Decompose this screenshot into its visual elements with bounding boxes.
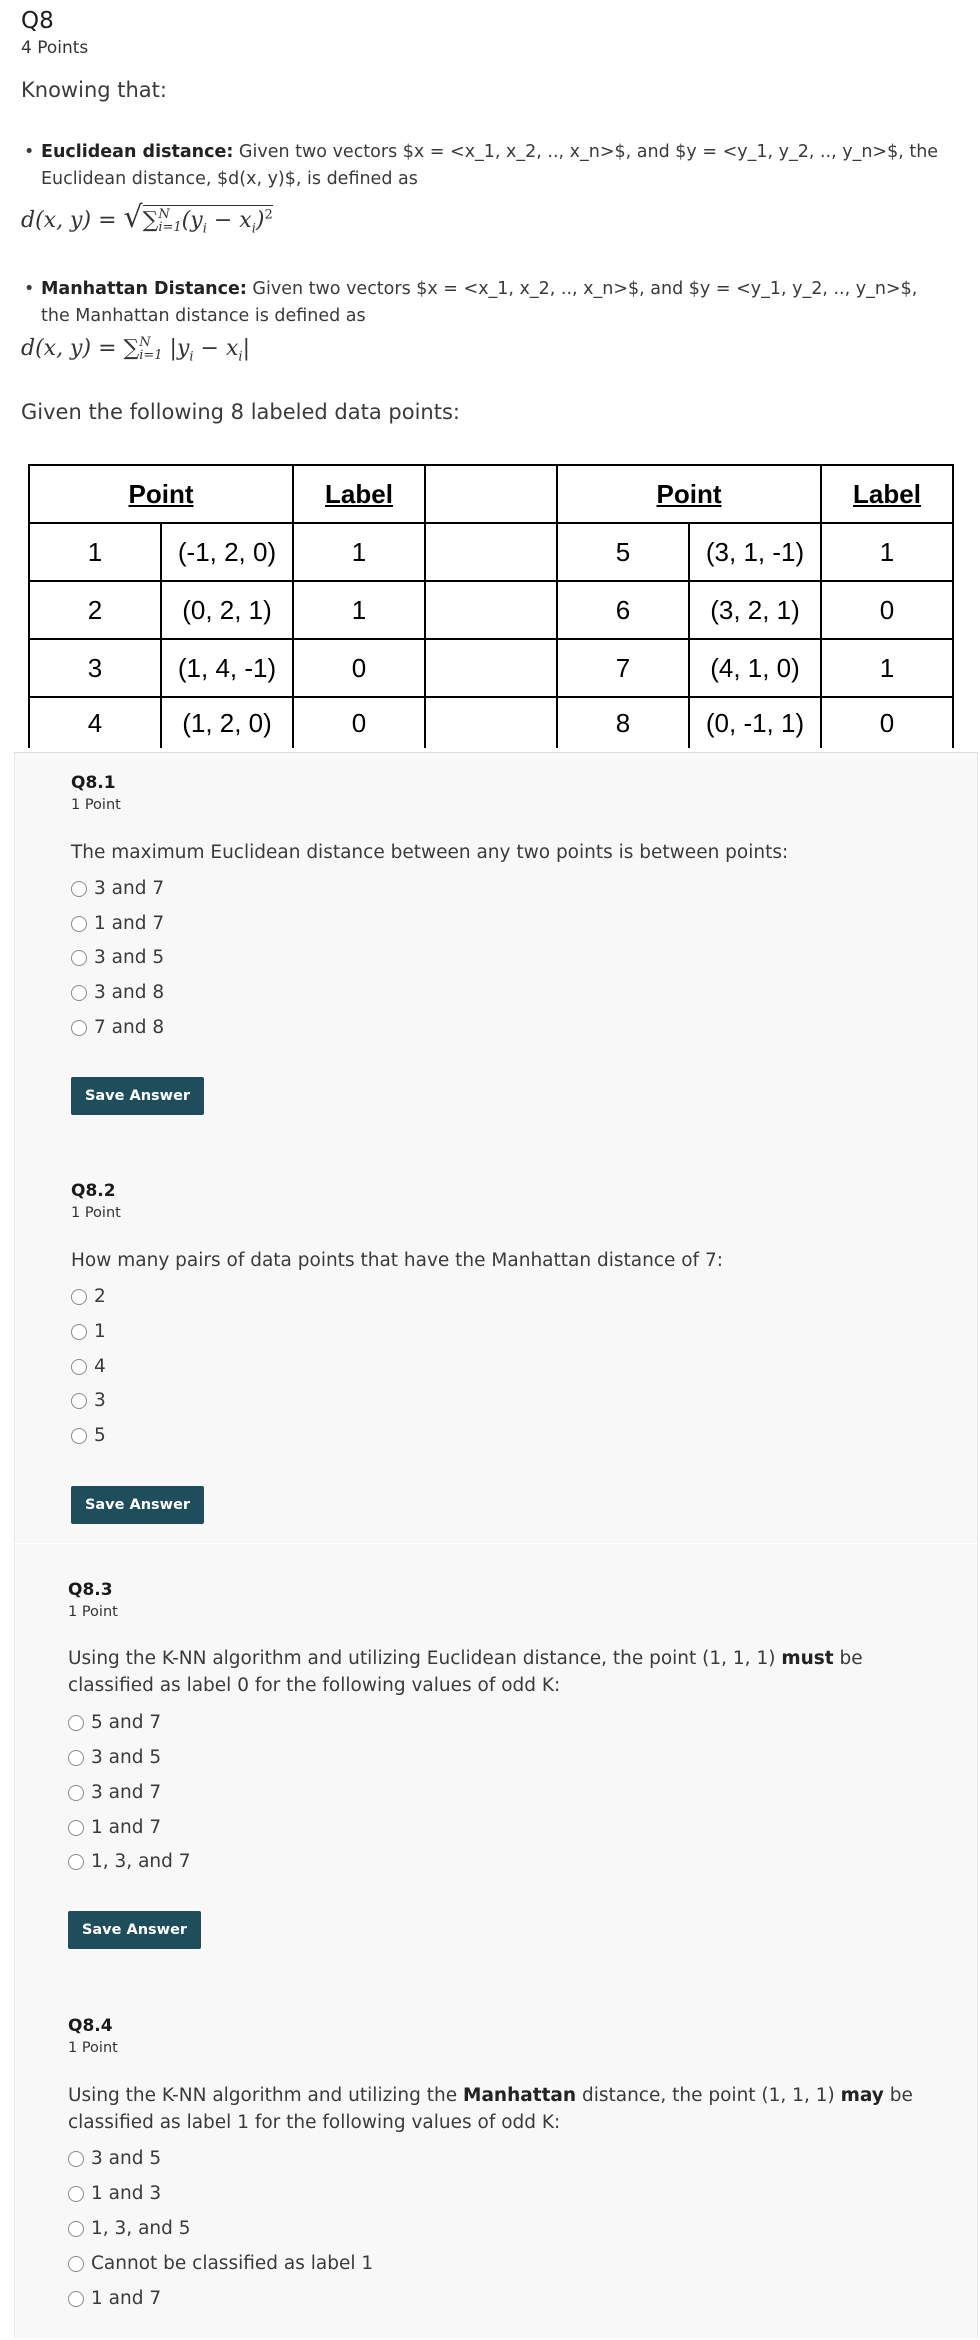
formula-term: (y [181, 208, 203, 233]
data-points-table [28, 464, 954, 748]
radio-button[interactable] [71, 1359, 87, 1375]
table-cell: (0, 2, 1) [161, 581, 293, 639]
formula-lhs: d(x, y) = [21, 336, 117, 361]
radio-button[interactable] [71, 1393, 87, 1409]
sum-lower: i=1 [158, 220, 182, 235]
option-q8-3-b[interactable] [68, 1744, 161, 1772]
radio-button[interactable] [68, 2256, 84, 2272]
option-label: 1, 3, and 5 [91, 2218, 191, 2239]
save-answer-button-q8-3[interactable]: Save Answer [68, 1911, 201, 1949]
bullet-text: Given two vectors $x = <x_1, x_2, .., x_n>$, and $y = <y_1, y_2, .., y_n>$, the Euclidean distance, $d(x, y)$, is defined as [41, 142, 939, 189]
subquestion-points: 1 Point [71, 797, 121, 813]
bullet-euclidean [21, 139, 941, 193]
option-label: 4 [94, 1356, 106, 1377]
option-label: 3 and 5 [91, 2148, 162, 2169]
option-q8-3-d[interactable] [68, 1814, 161, 1842]
table-cell: 8 [557, 697, 689, 748]
bullet-term: Euclidean distance: [41, 142, 234, 162]
formula-sub: i [202, 221, 207, 237]
formula-power: 2 [264, 207, 273, 223]
table-cell: 0 [293, 697, 425, 748]
table-cell: 1 [293, 581, 425, 639]
sum-symbol: ∑ [142, 208, 159, 233]
option-label: 1 and 3 [91, 2183, 162, 2204]
formula-radicand [142, 205, 273, 237]
option-label: 5 and 7 [91, 1712, 162, 1733]
table-cell: (-1, 2, 0) [161, 523, 293, 581]
option-q8-2-e[interactable] [71, 1422, 106, 1450]
option-q8-2-b[interactable] [71, 1318, 106, 1346]
option-q8-4-b[interactable] [68, 2180, 161, 2208]
table-cell: (1, 4, -1) [161, 639, 293, 697]
table-cell: 6 [557, 581, 689, 639]
table-cell: 1 [29, 523, 161, 581]
table-header [425, 465, 557, 523]
formula-term2: − x [193, 336, 239, 361]
formula-lhs: d(x, y) = [21, 208, 117, 233]
subquestion-points: 1 Point [68, 1604, 118, 1620]
table-header: Label [293, 465, 425, 523]
radio-button[interactable] [68, 1715, 84, 1731]
option-q8-4-c[interactable] [68, 2215, 191, 2243]
radio-button[interactable] [71, 1020, 87, 1036]
subquestion-title: Q8.2 [71, 1181, 116, 1201]
subquestion-points: 1 Point [71, 1205, 121, 1221]
subquestion-title: Q8.1 [71, 773, 116, 793]
table-cell: 0 [821, 697, 953, 748]
question-title: Q8 [21, 8, 54, 34]
bullet-dot: • [24, 279, 35, 299]
table-header: Point [557, 465, 821, 523]
subquestion-panel-b [14, 1544, 978, 2338]
subquestion-prompt: How many pairs of data points that have the Manhattan distance of 7: [71, 1250, 723, 1271]
option-q8-3-e[interactable] [68, 1848, 191, 1876]
radio-button[interactable] [68, 2221, 84, 2237]
radio-button[interactable] [68, 2291, 84, 2307]
save-answer-button-q8-2[interactable]: Save Answer [71, 1486, 204, 1524]
prompt-emphasis: must [781, 1648, 834, 1669]
formula-sub2: i [251, 221, 256, 237]
subquestion-header-q8-4 [68, 2015, 118, 2059]
table-cell: (3, 1, -1) [689, 523, 821, 581]
table-row [29, 697, 953, 748]
option-label: 7 and 8 [94, 1017, 165, 1038]
sum-lower: i=1 [139, 348, 163, 363]
option-label: 1 [94, 1321, 106, 1342]
formula-sub2: i [238, 349, 243, 365]
option-q8-2-d[interactable] [71, 1387, 106, 1415]
radio-button[interactable] [68, 1750, 84, 1766]
option-label: 3 [94, 1390, 106, 1411]
prompt-part: Using the K-NN algorithm and utilizing the [68, 2085, 464, 2106]
bullet-text: Given two vectors $x = <x_1, x_2, .., x_n>$, and $y = <y_1, y_2, .., y_n>$, the Manhattan distance is defined as [41, 279, 918, 326]
radio-button[interactable] [71, 916, 87, 932]
option-label: 3 and 5 [94, 947, 165, 968]
prompt-emphasis: Manhattan [463, 2085, 577, 2106]
table-cell [425, 639, 557, 697]
subquestion-header-q8-2 [71, 1180, 121, 1224]
subquestion-header-q8-1 [71, 772, 121, 816]
bullet-dot: • [24, 142, 35, 162]
radio-button[interactable] [68, 1854, 84, 1870]
option-label: 1 and 7 [91, 1817, 162, 1838]
table-cell: 7 [557, 639, 689, 697]
table-cell: (0, -1, 1) [689, 697, 821, 748]
subquestion-title: Q8.4 [68, 2016, 113, 2036]
radio-button[interactable] [71, 985, 87, 1001]
option-label: 3 and 8 [94, 982, 165, 1003]
table-cell: 0 [293, 639, 425, 697]
option-q8-3-c[interactable] [68, 1779, 161, 1807]
table-cell [425, 697, 557, 748]
manhattan-formula [21, 336, 250, 364]
prompt-part: Using the K-NN algorithm and utilizing Euclidean distance, the point (1, 1, 1) [68, 1648, 782, 1669]
option-label: 3 and 7 [94, 878, 165, 899]
sqrt-symbol: √ [123, 200, 143, 235]
sum-upper: N [139, 335, 151, 350]
prompt-part: be classified as label 1 for the following values of odd K: [68, 2085, 913, 2133]
subquestion-prompt [68, 2082, 948, 2136]
option-q8-4-d[interactable] [68, 2250, 373, 2278]
option-q8-2-a[interactable] [71, 1283, 106, 1311]
option-q8-4-a[interactable] [68, 2145, 161, 2173]
option-label: 3 and 7 [91, 1782, 162, 1803]
table-cell: (3, 2, 1) [689, 581, 821, 639]
formula-term2: − x [206, 208, 252, 233]
option-label: 3 and 5 [91, 1747, 162, 1768]
option-q8-1-d[interactable] [71, 979, 164, 1007]
intro-text: Knowing that: [21, 78, 167, 102]
radio-button[interactable] [71, 1324, 87, 1340]
radio-button[interactable] [68, 2151, 84, 2167]
subquestion-prompt [68, 1645, 948, 1699]
table-cell: (4, 1, 0) [689, 639, 821, 697]
option-q8-2-c[interactable] [71, 1353, 106, 1381]
subquestion-points: 1 Point [68, 2040, 118, 2056]
question-header [21, 6, 88, 60]
option-q8-3-a[interactable] [68, 1709, 161, 1737]
subquestion-title: Q8.3 [68, 1580, 113, 1600]
subquestion-prompt: The maximum Euclidean distance between any two points is between points: [71, 842, 789, 863]
sum-symbol: ∑ [123, 336, 140, 361]
subquestion-header-q8-3 [68, 1579, 118, 1623]
option-q8-1-e[interactable] [71, 1014, 164, 1042]
table-header-row [29, 465, 953, 523]
option-label: 1, 3, and 7 [91, 1851, 191, 1872]
option-label: 5 [94, 1425, 106, 1446]
sum-upper: N [158, 207, 170, 222]
table-cell: 5 [557, 523, 689, 581]
table-cell [425, 523, 557, 581]
formula-sub: i [189, 349, 194, 365]
option-q8-1-a[interactable] [71, 875, 164, 903]
table-header: Point [29, 465, 293, 523]
question-points: 4 Points [21, 38, 89, 58]
option-q8-1-b[interactable] [71, 910, 164, 938]
formula-close: | [242, 336, 250, 361]
radio-button[interactable] [71, 950, 87, 966]
prompt-part: be classified as label 0 for the following values of odd K: [68, 1648, 863, 1696]
table-cell: 0 [821, 581, 953, 639]
table-row [29, 639, 953, 697]
prompt-part: distance, the point (1, 1, 1) [576, 2085, 841, 2106]
radio-button[interactable] [68, 1785, 84, 1801]
table-cell: (1, 2, 0) [161, 697, 293, 748]
table-cell: 2 [29, 581, 161, 639]
option-label: 2 [94, 1286, 106, 1307]
radio-button[interactable] [71, 1428, 87, 1444]
bullet-term: Manhattan Distance: [41, 279, 247, 299]
radio-button[interactable] [71, 881, 87, 897]
option-q8-1-c[interactable] [71, 944, 164, 972]
formula-term: |y [169, 336, 190, 361]
table-cell: 1 [293, 523, 425, 581]
prompt-emphasis: may [840, 2085, 884, 2106]
radio-button[interactable] [68, 1820, 84, 1836]
option-label: 1 and 7 [94, 913, 165, 934]
option-q8-4-e[interactable] [68, 2285, 161, 2313]
save-answer-button-q8-1[interactable]: Save Answer [71, 1077, 204, 1115]
table-cell: 1 [821, 523, 953, 581]
subquestion-panel-a [14, 752, 978, 1543]
option-label: Cannot be classified as label 1 [91, 2253, 374, 2274]
bullet-manhattan [21, 276, 941, 330]
option-label: 1 and 7 [91, 2288, 162, 2309]
table-row [29, 581, 953, 639]
formula-close: ) [255, 208, 265, 233]
table-row [29, 523, 953, 581]
table-header: Label [821, 465, 953, 523]
table-cell: 4 [29, 697, 161, 748]
euclidean-formula [21, 200, 273, 236]
table-cell [425, 581, 557, 639]
radio-button[interactable] [68, 2186, 84, 2202]
given-text: Given the following 8 labeled data points: [21, 400, 460, 424]
table-cell: 3 [29, 639, 161, 697]
radio-button[interactable] [71, 1289, 87, 1305]
table-cell: 1 [821, 639, 953, 697]
